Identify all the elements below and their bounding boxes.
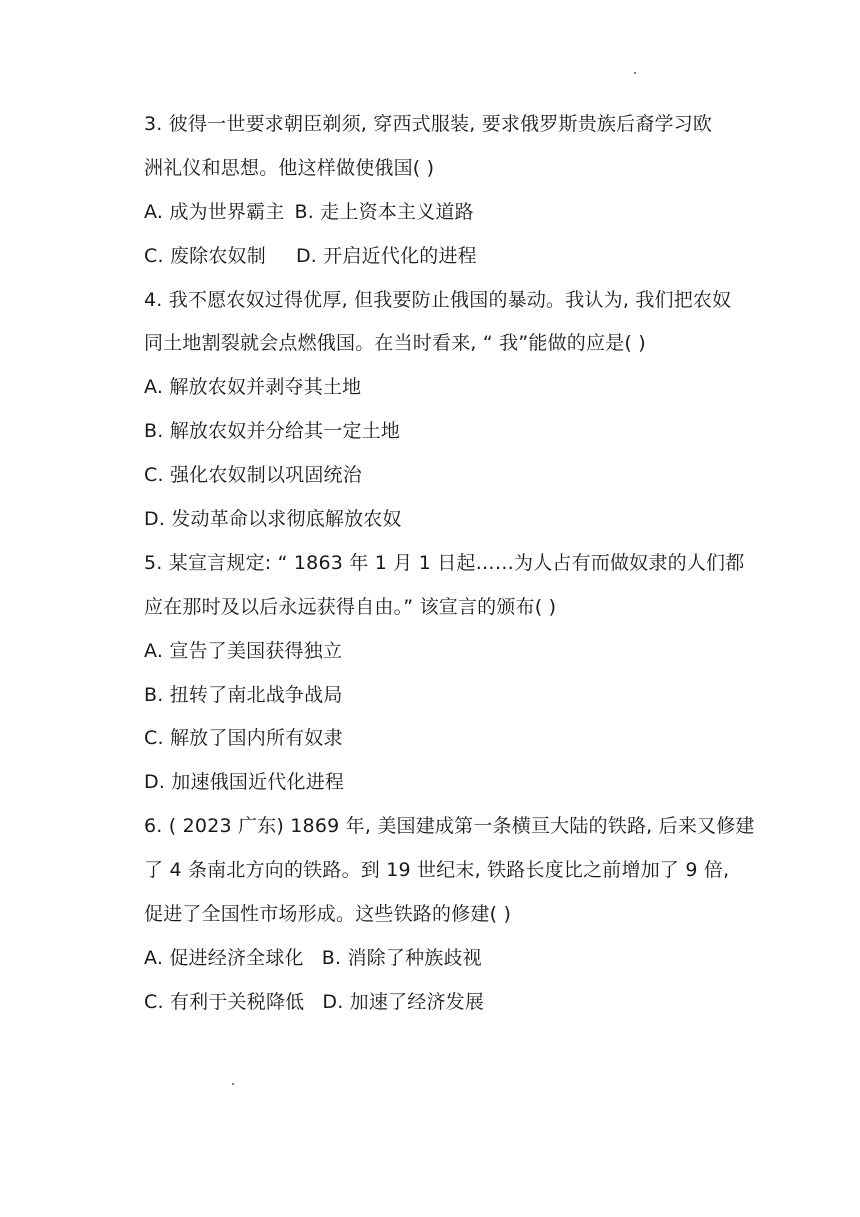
question-3-stem-line-1: 3. 彼得一世要求朝臣剃须, 穿西式服装, 要求俄罗斯贵族后裔学习欧 xyxy=(144,113,713,135)
question-4-stem-line-2: 同土地割裂就会点燃俄国。在当时看来, “ 我”能做的应是( ) xyxy=(144,332,646,355)
option-c: C. 废除农奴制 xyxy=(144,244,266,267)
scan-dot xyxy=(634,72,636,74)
question-4 xyxy=(144,279,744,542)
option-b: B. 扭转了南北战争战局 xyxy=(144,683,343,706)
question-3-stem-line-2: 洲礼仪和思想。他这样做使俄国( ) xyxy=(144,156,435,179)
option-d: D. 发动革命以求彻底解放农奴 xyxy=(144,508,402,531)
question-3-options-row-2 xyxy=(144,235,744,279)
option-b: B. 消除了种族歧视 xyxy=(321,946,482,969)
option-c: C. 解放了国内所有奴隶 xyxy=(144,727,343,750)
option-a: A. 促进经济全球化 xyxy=(144,946,304,969)
question-6-stem-line-1: 6. ( 2023 广东) 1869 年, 美国建成第一条横亘大陆的铁路, 后来又修建 xyxy=(144,815,755,838)
question-6-stem-line-2: 了 4 条南北方向的铁路。到 19 世纪末, 铁路长度比之前增加了 9 倍, xyxy=(144,859,730,882)
option-c: C. 强化农奴制以巩固统治 xyxy=(144,464,362,487)
option-b: B. 走上资本主义道路 xyxy=(294,200,474,223)
question-5 xyxy=(144,542,744,805)
option-d: D. 加速了经济发展 xyxy=(322,990,485,1013)
question-6-options-row-2 xyxy=(144,981,744,1025)
question-4-stem-line-1: 4. 我不愿农奴过得优厚, 但我要防止俄国的暴动。我认为, 我们把农奴 xyxy=(144,288,732,311)
question-5-stem-line-2: 应在那时及以后永远获得自由。” 该宣言的颁布( ) xyxy=(144,595,557,618)
option-a: A. 解放农奴并剥夺其土地 xyxy=(144,376,362,399)
question-list xyxy=(144,103,755,1025)
question-6-options-row-1 xyxy=(144,937,744,981)
question-3 xyxy=(144,103,744,279)
option-d: D. 加速俄国近代化进程 xyxy=(144,771,345,794)
question-6 xyxy=(144,805,755,1024)
option-b: B. 解放农奴并分给其一定土地 xyxy=(144,420,401,443)
question-3-options-row-1 xyxy=(144,191,744,235)
option-c: C. 有利于关税降低 xyxy=(144,990,305,1013)
scan-dot xyxy=(232,1083,234,1085)
question-5-stem-line-1: 5. 某宣言规定: “ 1863 年 1 月 1 日起……为人占有而做奴隶的人们都 xyxy=(144,551,745,574)
option-a: A. 宣告了美国获得独立 xyxy=(144,639,343,662)
option-a: A. 成为世界霸主 xyxy=(144,200,285,223)
option-d: D. 开启近代化的进程 xyxy=(295,244,477,267)
question-6-stem-line-3: 促进了全国性市场形成。这些铁路的修建( ) xyxy=(144,903,512,926)
